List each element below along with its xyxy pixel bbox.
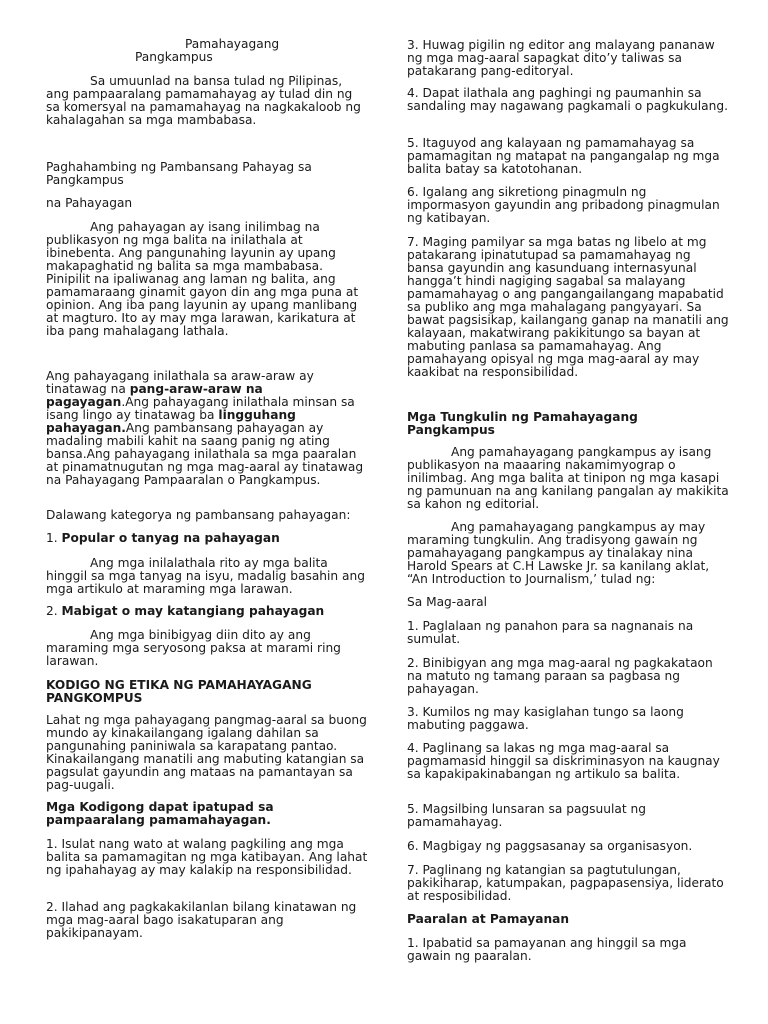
page-title: Pamahayagang bbox=[185, 37, 280, 51]
category-2-label: Mabigat o may katangiang pahayagan bbox=[61, 604, 325, 618]
section-heading-comparison: Paghahambing ng Pambansang Pahayag sa Pangkampus bbox=[46, 160, 312, 187]
category-2-number: 2. bbox=[46, 604, 62, 618]
duty-item-5: 5. Magsilbing lunsaran sa pagsuulat ng pamamahayag. bbox=[407, 802, 646, 829]
types-term-daily: pang-araw-araw na pagayagan bbox=[46, 382, 263, 409]
category-2-heading bbox=[46, 605, 368, 618]
intro-paragraph: Sa umuunlad na bansa tulad ng Pilipinas, ang pampaaralang pamamahayag ay tulad din ng sa komersyal na pamamahayag na nagkakaloob ng kahalagahan sa mga mambabasa. bbox=[46, 74, 361, 127]
section-heading-kodigo: KODIGO NG ETIKA NG PAMAHAYAGANG PANGKOMPUS bbox=[46, 678, 312, 705]
kodigo-paragraph: Lahat ng mga pahayagang pangmag-aaral sa buong mundo ay kinakailangang igalang dahilan sa pangunahing paniniwala sa karapatang pantao. Kinakailangang manatili ang mabuting katangian sa pagsulat gayundin ang mataas na pamantayan sa pag-uugali. bbox=[46, 713, 367, 792]
community-item-1: 1. Ipabatid sa pamayanan ang hinggil sa mga gawain ng paaralan. bbox=[407, 936, 687, 963]
types-text-2: .Ang pahayagang inilathala minsan sa isang lingo ay tinatawag ba bbox=[46, 395, 355, 422]
duty-item-4: 4. Paglinang sa lakas ng mga mag-aaral sa pagmamasid hinggil sa diskriminasyon na kaugnay sa kapakipakinabangan ng artikulo sa balita. bbox=[407, 741, 720, 781]
duty-item-6: 6. Magbigay ng paggsasanay sa organisasyon. bbox=[407, 839, 693, 853]
category-1-number: 1. bbox=[46, 531, 62, 545]
tungkulin-paragraph-1: Ang pamahayagang pangkampus ay isang publikasyon na maaaring nakamimyograp o inilimbag. Ang mga balita at tinipon ng mga kasapi ng pamunuan na ang kanilang pangalan ay makikita sa kahon ng editorial. bbox=[407, 445, 729, 511]
category-1-label: Popular o tanyag na pahayagan bbox=[61, 531, 280, 545]
section-heading-mga-kodigo: Mga Kodigong dapat ipatupad sa pampaaralang pamamahayagan. bbox=[46, 800, 274, 827]
code-item-7: 7. Maging pamilyar sa mga batas ng libelo at mg patakarang ipinatutupad sa pamamahayag ng bansa gayundin ang kasunduang internasyunal hangga’t hindi nagiging sagabal sa malayang pamamahayag o ang pangangailangang mapabatid sa publiko ang mga mahalagang pangyayari. Sa bawat pagsisikap, kailangang ganap na manatili ang kalayaan, makatwirang pakikitungo sa bayan at mabuting panlasa sa pamamahayag. Ang pamahayang opisyal ng mga mag-aaral ay may kaakibat na responsibilidad. bbox=[407, 235, 729, 379]
pahayagan-paragraph: Ang pahayagan ay isang inilimbag na publikasyon ng mga balita na inilathala at ibinebenta. Ang pangunahing layunin ay upang makapaghatid ng balita sa mga mambabasa. Pinipilit na ipaliwanag ang laman ng balita, ang pamamaraang ginamit gayon din ang mga puna at opinion. Ang iba pang layunin ay upang manlibang at magturo. Ito ay may mga larawan, karikatura at iba pang mahalagang lathala. bbox=[46, 220, 359, 338]
duty-item-3: 3. Kumilos ng may kasiglahan tungo sa laong mabuting paggawa. bbox=[407, 705, 684, 732]
code-item-2: 2. Ilahad ang pagkakakilanlan bilang kinatawan ng mga mag-aaral bago isakatuparan ang pakikipanayam. bbox=[46, 900, 357, 940]
duty-item-2: 2. Binibigyan ang mga mag-aaral ng pagkakataon na matuto ng tamang paraan sa pagbasa ng pahayagan. bbox=[407, 656, 713, 696]
duty-item-1: 1. Paglalaan ng panahon para sa nagnanais na sumulat. bbox=[407, 619, 694, 646]
categories-intro: Dalawang kategorya ng pambansang pahayagan: bbox=[46, 508, 351, 522]
category-2-description: Ang mga binibigyag diin dito ay ang maraming mga seryosong paksa at marami ring larawan. bbox=[46, 628, 341, 668]
section-heading-pahayagan: na Pahayagan bbox=[46, 196, 133, 210]
tungkulin-paragraph-2: Ang pamahayagang pangkampus ay may maraming tungkulin. Ang tradisyong gawain ng pamahayagang pangkampus ay tinalakay nina Harold Spears at C.H Lawske Jr. sa kanilang aklat, “An Introduction to Journalism,’ tulad ng: bbox=[407, 520, 710, 586]
types-text-1: Ang pahayagang inilathala sa araw-araw ay tinatawag na bbox=[46, 369, 314, 396]
types-text-3: Ang pambansang pahayagan ay madaling mabili kahit na saang panig ng ating bansa.Ang pahayagang inilathala sa mga paaralan at pinamatnugutan ng mga mag-aaral ay tinatawag na Pahayagang Pampaaralan o Pangkampus. bbox=[46, 421, 364, 487]
category-1-heading bbox=[46, 532, 368, 545]
category-1-description: Ang mga inilalathala rito ay mga balita hinggil sa mga tanyag na isyu, madalig basahin ang mga artikulo at maraming mga larawan. bbox=[46, 556, 365, 596]
duty-item-7: 7. Paglinang ng katangian sa pagtutulungan, pakikiharap, katumpakan, pagpapasensiya, liderato at resposibilidad. bbox=[407, 863, 724, 903]
section-heading-paaralan: Paaralan at Pamayanan bbox=[407, 912, 570, 926]
types-term-weekly: lingguhang pahayagan. bbox=[46, 408, 296, 435]
page-title-line2: Pangkampus bbox=[135, 50, 213, 64]
code-item-3: 3. Huwag pigilin ng editor ang malayang pananaw ng mga mag-aaral sapagkat dito’y taliwas sa patakarang pang-editoryal. bbox=[407, 38, 715, 78]
code-item-5: 5. Itaguyod ang kalayaan ng pamamahayag sa pamamagitan ng matapat na pangangalap ng mga balita batay sa katotohanan. bbox=[407, 136, 720, 176]
subheading-sa-mag-aaral: Sa Mag-aaral bbox=[407, 595, 487, 609]
code-item-6: 6. Igalang ang sikretiong pinagmuln ng impormasyon gayundin ang pribadong pinagmulan ng katibayan. bbox=[407, 185, 720, 225]
section-heading-tungkulin: Mga Tungkulin ng Pamahayagang Pangkampus bbox=[407, 410, 638, 437]
types-paragraph bbox=[46, 370, 368, 487]
code-item-4: 4. Dapat ilathala ang paghingi ng paumanhin sa sandaling may nagawang pagkamali o pagkukulang. bbox=[407, 86, 728, 113]
code-item-1: 1. Isulat nang wato at walang pagkiling ang mga balita sa pamamagitan ng mga katibayan. Ang lahat ng ipahahayag ay may kalakip na responsibilidad. bbox=[46, 837, 368, 877]
